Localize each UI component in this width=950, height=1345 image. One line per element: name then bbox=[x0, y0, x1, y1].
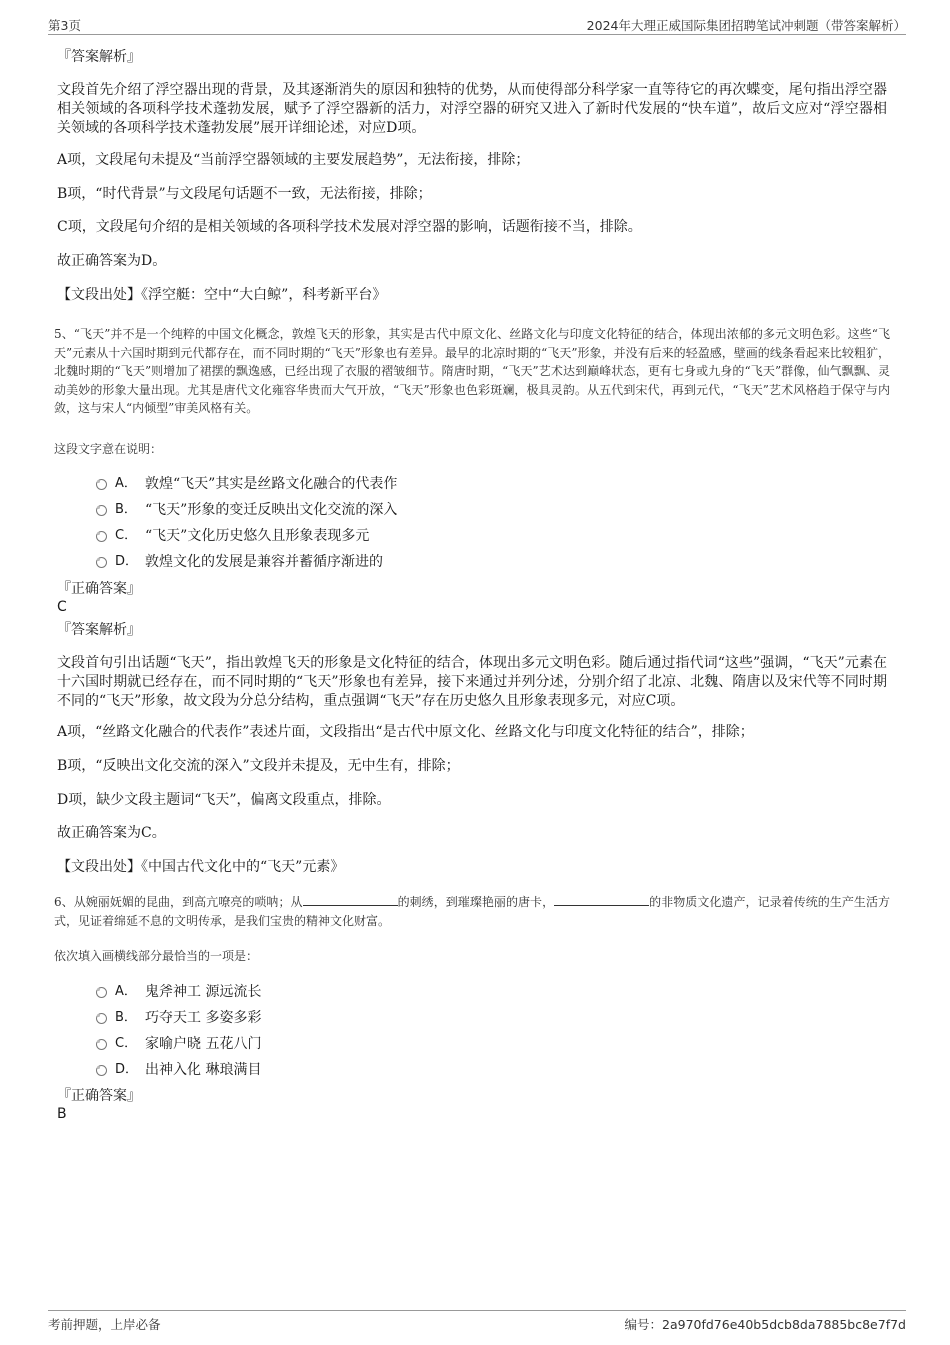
option-letter: C． bbox=[115, 1036, 138, 1051]
explain-option-b: B项，“反映出文化交流的深入”文段并未提及，无中生有，排除； bbox=[57, 758, 460, 774]
radio-icon[interactable] bbox=[96, 479, 107, 490]
option-text: 鬼斧神工 源远流长 bbox=[145, 984, 262, 1000]
option-letter: B． bbox=[115, 502, 137, 517]
radio-icon[interactable] bbox=[96, 987, 107, 998]
answer-heading: 『正确答案』 bbox=[57, 581, 141, 597]
explain-heading: 『答案解析』 bbox=[57, 622, 141, 638]
answer-heading: 『正确答案』 bbox=[57, 1088, 141, 1104]
option-text: 敦煌文化的发展是兼容并蓄循序渐进的 bbox=[145, 554, 383, 570]
option-letter: A． bbox=[115, 476, 137, 491]
option-letter: A． bbox=[115, 984, 137, 999]
blank-1 bbox=[303, 893, 398, 906]
option-c[interactable] bbox=[96, 1034, 596, 1060]
explain-conclusion: 故正确答案为D。 bbox=[57, 253, 167, 269]
option-a[interactable] bbox=[96, 982, 596, 1008]
option-text: 家喻户晓 五花八门 bbox=[145, 1036, 262, 1052]
page-footer bbox=[48, 1310, 906, 1341]
explain-option-b: B项，“时代背景”与文段尾句话题不一致，无法衔接，排除； bbox=[57, 186, 432, 202]
option-letter: D． bbox=[115, 554, 139, 569]
explain-option-d: D项，缺少文段主题词“飞天”，偏离文段重点，排除。 bbox=[57, 792, 391, 808]
question-6-prompt: 依次填入画横线部分最恰当的一项是： bbox=[54, 949, 259, 963]
stem-text: 6、从婉丽妩媚的昆曲，到高亢嘹亮的唢呐；从 bbox=[54, 895, 303, 909]
option-b[interactable] bbox=[96, 1008, 596, 1034]
question-5-options bbox=[96, 474, 596, 578]
option-text: 敦煌“飞天”其实是丝路文化融合的代表作 bbox=[145, 476, 398, 492]
option-d[interactable] bbox=[96, 1060, 596, 1086]
page-number: 第3页 bbox=[48, 18, 81, 33]
explain-paragraph: 文段首先介绍了浮空器出现的背景，及其逐渐消失的原因和独特的优势，从而使得部分科学家一直等待它的再次蝶变，尾句指出浮空器相关领域的各项科学技术蓬勃发展，赋予了浮空器新的活力，对浮空器的研究又进入了新时代发展的“快车道”，故后文应对“浮空器相关领域的各项科学技术蓬勃发展”展开详细论述，对应D项。 bbox=[57, 82, 887, 136]
document-id: 编号：2a970fd76e40b5dcb8da7885bc8e7f7d bbox=[624, 1317, 906, 1332]
explain-heading: 『答案解析』 bbox=[57, 49, 141, 65]
radio-icon[interactable] bbox=[96, 1065, 107, 1076]
question-5-prompt: 这段文字意在说明： bbox=[54, 442, 163, 456]
radio-icon[interactable] bbox=[96, 1013, 107, 1024]
question-5-stem: 5、“飞天”并不是一个纯粹的中国文化概念，敦煌飞天的形象，其实是古代中原文化、丝路文化与印度文化特征的结合，体现出浓郁的多元文明色彩。这些“飞天”元素从十六国时期到元代都存在，而不同时期的“飞天”形象也有差异。最早的北凉时期的“飞天”形象，并没有后来的轻盈感，壁画的线条看起来比较粗犷，北魏时期的“飞天”则增加了裙摆的飘逸感，已经出现了衣服的褶皱细节。隋唐时期，“飞天”艺术达到巅峰状态，更有七身或九身的“飞天”群像，仙气飘飘、灵动美妙的形象大量出现。尤其是唐代文化雍容华贵而大气开放，“飞天”形象也色彩斑斓，极具灵韵。从五代到宋代，再到元代，“飞天”艺术风格趋于保守与内敛，这与宋人“内倾型”审美风格有关。 bbox=[54, 327, 890, 415]
explain-source: 【文段出处】《浮空艇：空中“大白鲸”，科考新平台》 bbox=[57, 287, 387, 303]
option-letter: C． bbox=[115, 528, 138, 543]
explain-conclusion: 故正确答案为C。 bbox=[57, 825, 166, 841]
option-text: “飞天”形象的变迁反映出文化交流的深入 bbox=[145, 502, 398, 518]
correct-answer: C bbox=[57, 599, 67, 615]
stem-text: 的非物质文化遗产，记录着传统的生产生活方式，见证着绵延不息的文明传承，是我们宝贵的精神文化财富。 bbox=[54, 895, 890, 928]
radio-icon[interactable] bbox=[96, 505, 107, 516]
page-header bbox=[48, 14, 906, 35]
option-b[interactable] bbox=[96, 500, 596, 526]
option-c[interactable] bbox=[96, 526, 596, 552]
question-6-stem bbox=[54, 893, 890, 930]
explain-paragraph: 文段首句引出话题“飞天”，指出敦煌飞天的形象是文化特征的结合，体现出多元文明色彩。随后通过指代词“这些”强调，“飞天”元素在十六国时期就已经存在，而不同时期的“飞天”形象也有差异，接下来通过并列分述，分别介绍了北凉、北魏、隋唐以及宋代等不同时期不同的“飞天”形象，故文段为分总分结构，重点强调“飞天”存在历史悠久且形象表现多元，对应C项。 bbox=[57, 655, 887, 709]
question-6-options bbox=[96, 982, 596, 1086]
explain-source: 【文段出处】《中国古代文化中的“飞天”元素》 bbox=[57, 859, 345, 875]
footer-slogan: 考前押题，上岸必备 bbox=[48, 1317, 161, 1332]
option-d[interactable] bbox=[96, 552, 596, 578]
option-letter: D． bbox=[115, 1062, 139, 1077]
option-letter: B． bbox=[115, 1010, 137, 1025]
explain-option-a: A项，“丝路文化融合的代表作”表述片面，文段指出“是古代中原文化、丝路文化与印度文化特征的结合”，排除； bbox=[57, 724, 754, 740]
correct-answer: B bbox=[57, 1106, 67, 1122]
stem-text: 的刺绣，到璀璨艳丽的唐卡， bbox=[397, 895, 555, 909]
option-text: “飞天”文化历史悠久且形象表现多元 bbox=[145, 528, 370, 544]
radio-icon[interactable] bbox=[96, 557, 107, 568]
option-text: 出神入化 琳琅满目 bbox=[145, 1062, 262, 1078]
document-title: 2024年大理正威国际集团招聘笔试冲刺题（带答案解析） bbox=[586, 18, 906, 33]
radio-icon[interactable] bbox=[96, 531, 107, 542]
option-a[interactable] bbox=[96, 474, 596, 500]
radio-icon[interactable] bbox=[96, 1039, 107, 1050]
explain-option-a: A项，文段尾句未提及“当前浮空器领域的主要发展趋势”，无法衔接，排除； bbox=[57, 152, 530, 168]
option-text: 巧夺天工 多姿多彩 bbox=[145, 1010, 262, 1026]
blank-2 bbox=[554, 893, 649, 906]
explain-option-c: C项，文段尾句介绍的是相关领域的各项科学技术发展对浮空器的影响，话题衔接不当，排除。 bbox=[57, 219, 642, 235]
